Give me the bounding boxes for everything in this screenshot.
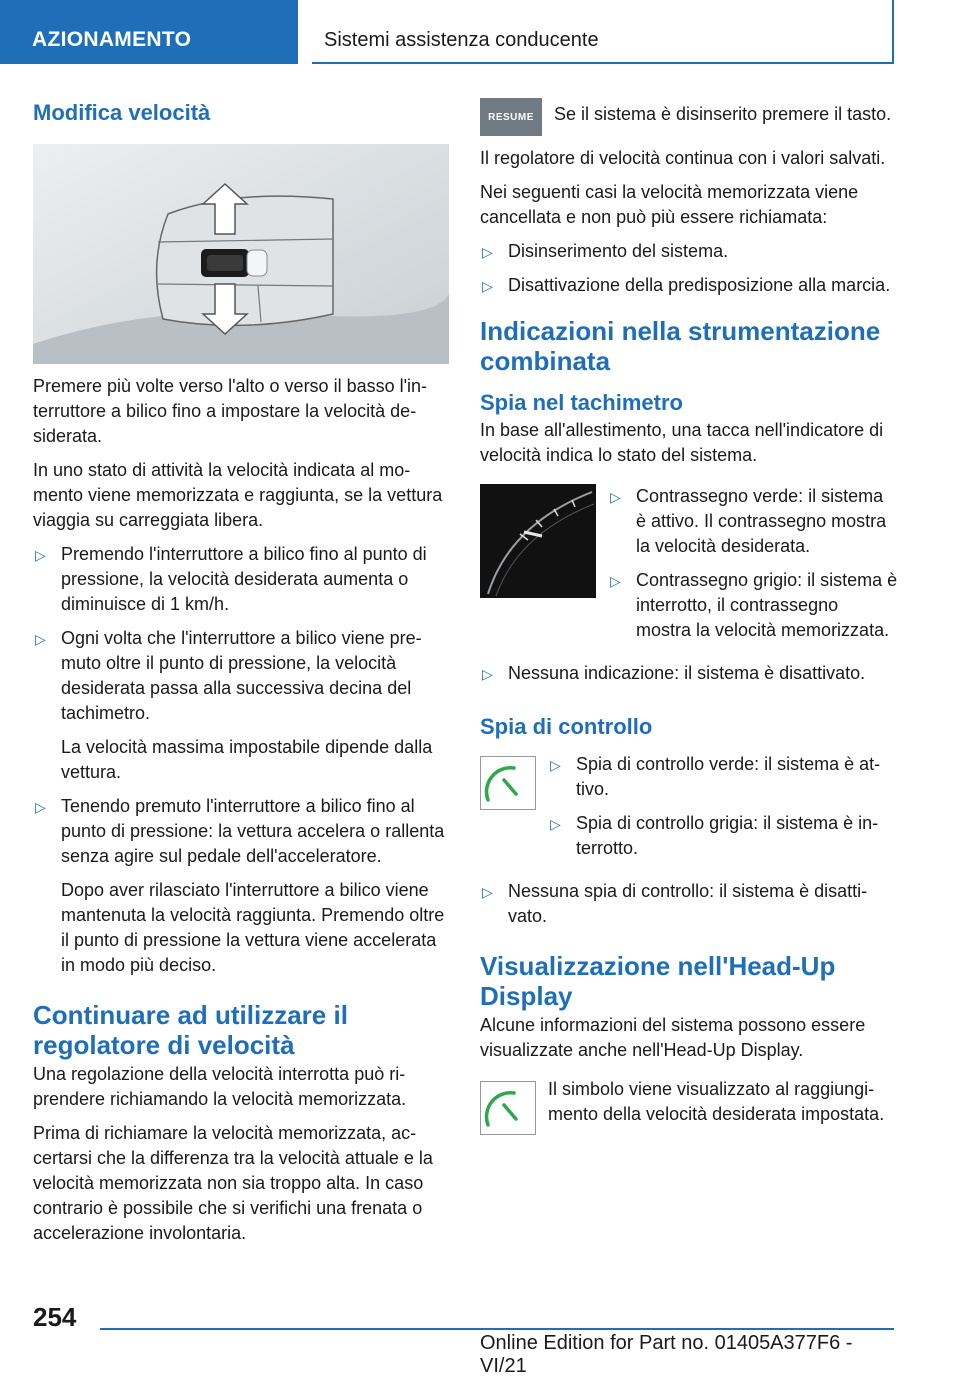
speedometer-indicator-icon xyxy=(480,756,536,810)
heading-continue: Continuare ad utilizzare il regolatore di velocità xyxy=(33,1000,348,1060)
heading-speedometer-indicator: Spia nel tachimetro xyxy=(480,390,683,415)
list-item: ▷ Contrassegno grigio: il sistema è interrotto, il contrassegno mostra la velocità memorizzata. xyxy=(610,570,898,640)
list-item: ▷ Disinserimento del sistema. xyxy=(480,239,898,264)
continue-para-1: Una regolazione della velocità interrotta può riprendere richiamando la velocità memorizzata. xyxy=(33,1064,407,1109)
list-item: ▷ Spia di controllo grigia: il sistema è interrotto. xyxy=(550,813,879,858)
cancel-bullet-list xyxy=(480,239,898,298)
list-item: ▷ Spia di controllo verde: il sistema è attivo. xyxy=(550,754,881,799)
list-item: ▷ Tenendo premuto l'interruttore a bilico fino al punto di pressione: la vettura accelera o rallenta senza agire sul pedale dell'acceleratore. Dopo aver rilasciato l'interruttore a bilico viene mantenuta la velocità raggiunta. Premendo oltre il punto di pressione la vettura viene accelerata in modo più deciso. xyxy=(33,794,449,978)
triangle-bullet-icon: ▷ xyxy=(482,884,493,900)
header-section: AZIONAMENTO xyxy=(32,28,192,51)
speed-para-1: Premere più volte verso l'alto o verso il basso l'interruttore a bilico fino a impostare la velocità desiderata. xyxy=(33,376,428,446)
speedometer-para: In base all'allestimento, una tacca nell'indicatore di velocità indica lo stato del sistema. xyxy=(480,420,884,465)
hud-speed-indicator-icon xyxy=(480,1081,536,1135)
triangle-bullet-icon: ▷ xyxy=(482,666,493,682)
heading-speed-change: Modifica velocità xyxy=(33,100,211,125)
triangle-bullet-icon: ▷ xyxy=(610,573,621,589)
page-number: 254 xyxy=(33,1302,77,1332)
no-control-light-list xyxy=(480,879,898,929)
triangle-bullet-icon: ▷ xyxy=(35,547,46,563)
triangle-bullet-icon: ▷ xyxy=(482,244,493,260)
triangle-bullet-icon: ▷ xyxy=(610,489,621,505)
list-item: ▷ Nessuna spia di controllo: il sistema è disattivato. xyxy=(482,881,868,926)
footer-edition: Online Edition for Part no. 01405A377F6 - VI/21 xyxy=(480,1332,853,1377)
control-light-bullet-list xyxy=(548,752,898,870)
right-column xyxy=(480,98,898,1135)
resume-button-icon: RESUME xyxy=(480,98,542,136)
triangle-bullet-icon: ▷ xyxy=(35,799,46,815)
list-item: ▷ Ogni volta che l'interruttore a bilico viene premuto oltre il punto di pressione, la velocità desiderata passa alla successiva decina del tachimetro. La velocità massima impostabile dipende dalla vettura. xyxy=(33,626,449,785)
triangle-bullet-icon: ▷ xyxy=(35,631,46,647)
footer-divider xyxy=(100,1328,894,1330)
speed-para-2: In uno stato di attività la velocità indicata al momento viene memorizzata e raggiunta, se la vettura viaggia su carreggiata libera. xyxy=(33,460,443,530)
speed-bullet-list xyxy=(33,542,449,978)
bullet-note: La velocità massima impostabile dipende dalla vettura. xyxy=(61,737,433,782)
left-column xyxy=(33,98,449,1255)
speedometer-image xyxy=(480,484,596,598)
header-section-tab xyxy=(0,0,298,64)
list-item: ▷ Premendo l'interruttore a bilico fino al punto di pressione, la velocità desiderata aumenta o diminuisce di 1 km/h. xyxy=(35,544,427,614)
heading-control-light: Spia di controllo xyxy=(480,714,653,739)
bullet-note: Dopo aver rilasciato l'interruttore a bilico viene mantenuta la velocità raggiunta. Premendo oltre il punto di pressione la vettura viene accelerata in modo più deciso. xyxy=(61,880,445,975)
heading-indications: Indicazioni nella strumentazione combinata xyxy=(480,316,881,376)
header-chapter-tab xyxy=(312,0,894,64)
resume-para-2: Nei seguenti casi la velocità memorizzata viene cancellata e non può più essere richiamata: xyxy=(480,182,859,227)
list-item: ▷ Contrassegno verde: il sistema è attivo. Il contrassegno mostra la velocità desiderata. xyxy=(610,486,887,556)
resume-text: Se il sistema è disinserito premere il tasto. xyxy=(554,104,892,124)
list-item: ▷ Nessuna indicazione: il sistema è disattivato. xyxy=(480,661,898,686)
header-chapter: Sistemi assistenza conducente xyxy=(324,29,599,51)
hud-text: Il simbolo viene visualizzato al raggiungimento della velocità desiderata impostata. xyxy=(548,1079,885,1124)
triangle-bullet-icon: ▷ xyxy=(550,816,561,832)
heading-hud: Visualizzazione nell'Head-Up Display xyxy=(480,951,836,1011)
resume-para-1: Il regolatore di velocità continua con i valori salvati. xyxy=(480,148,886,168)
continue-para-2: Prima di richiamare la velocità memorizzata, accertarsi che la differenza tra la velocità attuale e la velocità memorizzata non sia troppo alta. In caso contrario è possibile che si verifichi una frenata o accelerazione involontaria. xyxy=(33,1123,433,1243)
no-indication-list xyxy=(480,661,898,686)
hud-para: Alcune informazioni del sistema possono essere visualizzate anche nell'Head-Up Display. xyxy=(480,1015,866,1060)
marker-bullet-list xyxy=(608,484,898,652)
triangle-bullet-icon: ▷ xyxy=(482,278,493,294)
list-item: ▷ Disattivazione della predisposizione alla marcia. xyxy=(480,273,898,298)
triangle-bullet-icon: ▷ xyxy=(550,757,561,773)
steering-wheel-switch-image xyxy=(33,144,449,364)
